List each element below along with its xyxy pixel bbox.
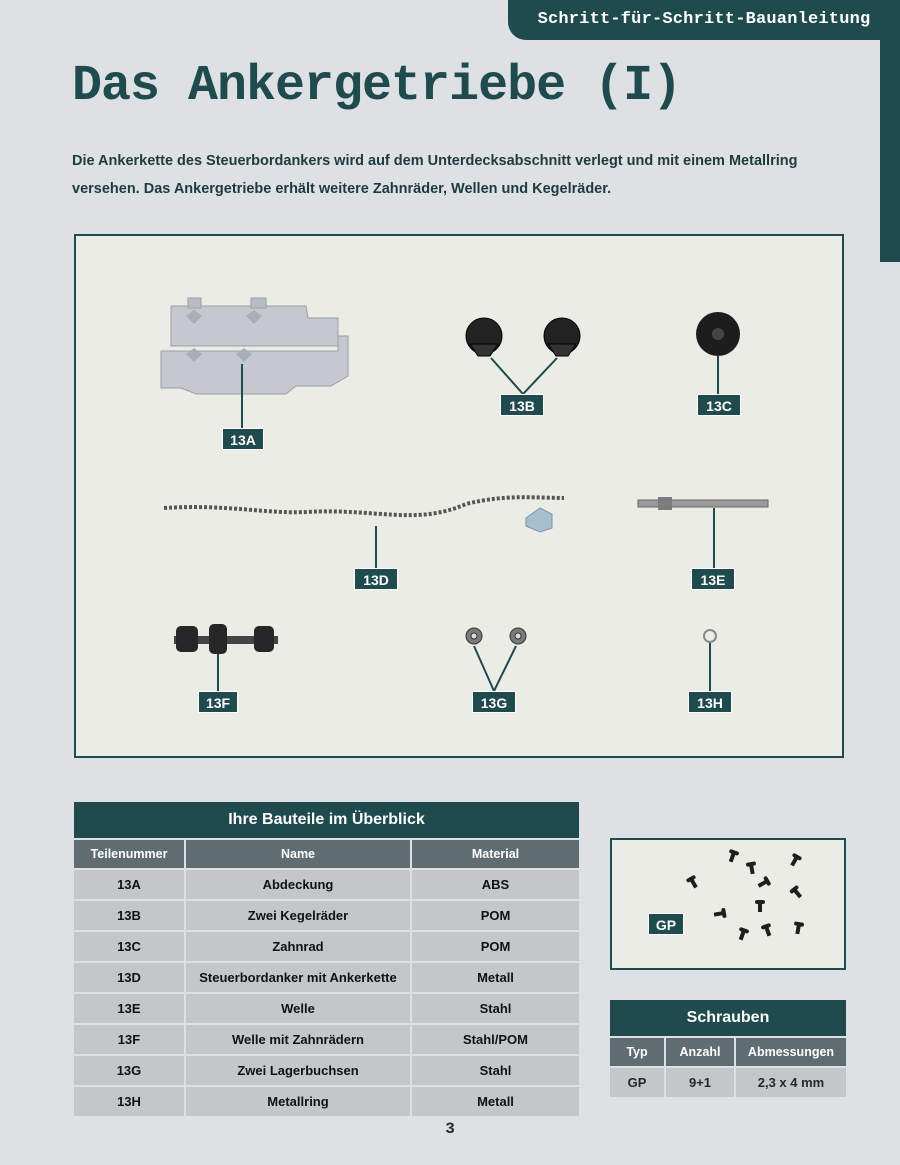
table-row (74, 899, 579, 930)
cell-name: Zwei Lagerbuchsen (186, 1054, 412, 1085)
cell-name: Welle mit Zahnrädern (186, 1023, 412, 1054)
label-13f: 13F (198, 691, 238, 713)
part-13f-shaft-gears (174, 624, 278, 654)
col-header-part-number: Teilenummer (74, 838, 186, 868)
label-13g: 13G (472, 691, 516, 713)
parts-table-title: Ihre Bauteile im Überblick (74, 802, 579, 838)
cell-name: Welle (186, 992, 412, 1023)
part-13d-anchor (526, 508, 552, 532)
cell-part-number: 13D (74, 961, 186, 992)
col-header-name: Name (186, 838, 412, 868)
page-title: Das Ankergetriebe (I) (72, 58, 682, 115)
part-13b-bevel-gears (466, 318, 580, 356)
part-13d-chain (164, 497, 564, 515)
label-gp: GP (648, 913, 684, 935)
cell-part-number: 13C (74, 930, 186, 961)
cell-part-number: 13A (74, 868, 186, 899)
col-header-material: Material (412, 838, 579, 868)
part-13h-ring (704, 630, 716, 642)
parts-illustration (76, 236, 842, 756)
cell-part-number: 13G (74, 1054, 186, 1085)
table-row (610, 1066, 846, 1097)
cell-part-number: 13E (74, 992, 186, 1023)
cell-part-number: 13F (74, 1023, 186, 1054)
label-13c: 13C (697, 394, 741, 416)
label-13a: 13A (222, 428, 264, 450)
cell-material: POM (412, 930, 579, 961)
screws-photo (610, 838, 846, 970)
col-header-count: Anzahl (666, 1036, 736, 1066)
table-row (74, 1023, 579, 1054)
table-row (74, 868, 579, 899)
part-13c-gear (696, 312, 740, 356)
col-header-type: Typ (610, 1036, 666, 1066)
screws-illustration (612, 840, 844, 968)
label-13b: 13B (500, 394, 544, 416)
cell-dimensions: 2,3 x 4 mm (736, 1066, 846, 1097)
cell-part-number: 13B (74, 899, 186, 930)
cell-material: Metall (412, 1085, 579, 1116)
section-header-tab: Schritt-für-Schritt-Bauanleitung (508, 0, 900, 40)
table-row (74, 992, 579, 1023)
cell-name: Abdeckung (186, 868, 412, 899)
side-accent-bar (880, 40, 900, 262)
label-13h: 13H (688, 691, 732, 713)
cell-name: Metallring (186, 1085, 412, 1116)
cell-material: POM (412, 899, 579, 930)
parts-photo (74, 234, 844, 758)
cell-name: Steuerbordanker mit Ankerkette (186, 961, 412, 992)
screws-table-title: Schrauben (610, 1000, 846, 1036)
label-13e: 13E (691, 568, 735, 590)
table-row (74, 961, 579, 992)
cell-material: Stahl (412, 1054, 579, 1085)
cell-type: GP (610, 1066, 666, 1097)
parts-overview-table (74, 802, 579, 1116)
col-header-dimensions: Abmessungen (736, 1036, 846, 1066)
part-13e-shaft (638, 497, 768, 510)
cell-count: 9+1 (666, 1066, 736, 1097)
table-row (74, 1054, 579, 1085)
cell-name: Zahnrad (186, 930, 412, 961)
table-row (74, 1085, 579, 1116)
cell-material: Metall (412, 961, 579, 992)
label-13d: 13D (354, 568, 398, 590)
cell-material: ABS (412, 868, 579, 899)
table-row (74, 930, 579, 961)
cell-part-number: 13H (74, 1085, 186, 1116)
cell-material: Stahl/POM (412, 1023, 579, 1054)
intro-text: Die Ankerkette des Steuerbordankers wird auf dem Unterdecksabschnitt verlegt und mit einem Metallring versehen. Das Ankergetriebe erhält weitere Zahnräder, Wellen und Kegelräder. (72, 153, 798, 197)
screws-table (610, 1000, 846, 1097)
page-number: 3 (445, 1120, 455, 1138)
cell-material: Stahl (412, 992, 579, 1023)
cell-name: Zwei Kegelräder (186, 899, 412, 930)
part-13g-bushings (466, 628, 526, 644)
